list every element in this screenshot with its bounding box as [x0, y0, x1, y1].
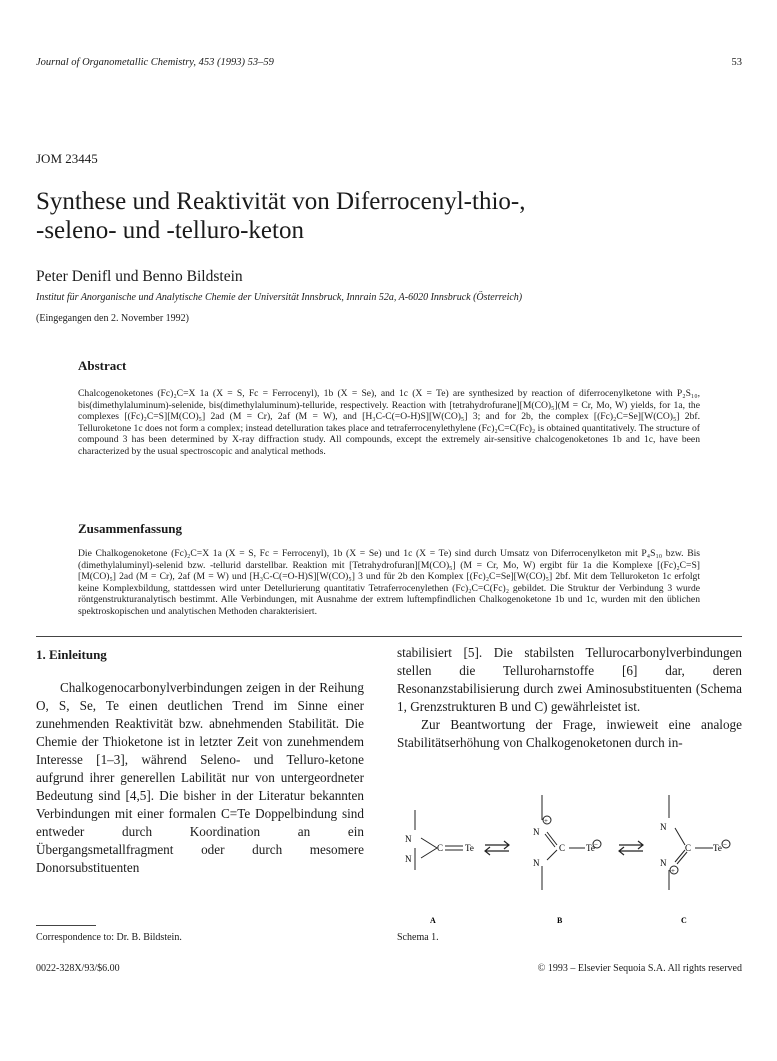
section-divider: [36, 636, 742, 637]
scheme-a-n2: N: [405, 854, 412, 864]
page-number: 53: [731, 57, 742, 68]
scheme-a-te: Te: [465, 843, 474, 853]
intro-paragraph-2: stabilisiert [5]. Die stabilsten Tellurocarbonylverbindungen stellen die Telluroharnstoffe [6] dar, deren Resonanzstabilisierung durch zwei Aminosubstituenten (Schema 1, Grenzstrukturen B und C) gewährleistet ist.: [397, 645, 742, 714]
scheme-label-a: A: [430, 916, 436, 925]
right-column: [397, 644, 742, 752]
minus-charge-c: −: [723, 841, 727, 849]
scheme-b-c: C: [559, 843, 566, 853]
section-heading: 1. Einleitung: [36, 647, 107, 662]
minus-charge-b: −: [594, 841, 598, 849]
copyright-notice: © 1993 – Elsevier Sequoia S.A. All rights reserved: [537, 963, 742, 974]
scheme-c-te: Te: [713, 843, 722, 853]
scheme-b-n2: N: [533, 858, 540, 868]
scheme-c-c: C: [685, 843, 692, 853]
equilibrium-arrow-1: [485, 841, 509, 855]
scheme-a-c: C: [437, 843, 444, 853]
scheme-b-n1: N: [533, 827, 540, 837]
scheme-1-figure: [397, 790, 742, 930]
abstract-heading: Abstract: [78, 358, 127, 373]
affiliation: Institut für Anorganische und Analytische Chemie der Universität Innsbruck, Innrain 52a, A-6020 Innsbruck (Österreich): [36, 292, 523, 303]
correspondence-footnote: Correspondence to: Dr. B. Bildstein.: [36, 932, 182, 943]
scheme-label-c: C: [681, 916, 687, 925]
scheme-c-n1: N: [660, 822, 667, 832]
scheme-a-n1: N: [405, 834, 412, 844]
scheme-b-te: Te: [586, 843, 595, 853]
title-line-1: Synthese und Reaktivität von Diferrocenyl-thio-,: [36, 188, 526, 215]
plus-charge-b: +: [544, 817, 548, 825]
intro-paragraph-3: Zur Beantwortung der Frage, inwieweit eine analoge Stabilitätserhöhung von Chalkogenoketonen durch in-: [397, 717, 742, 750]
article-code: JOM 23445: [36, 151, 98, 166]
zusammenfassung-heading: Zusammenfassung: [78, 521, 183, 536]
equilibrium-arrow-2: [619, 841, 643, 855]
scheme-c-n2: N: [660, 858, 667, 868]
authors: Peter Denifl und Benno Bildstein: [36, 268, 243, 285]
issn-price: 0022-328X/93/$6.00: [36, 963, 120, 974]
structure-a: [415, 810, 463, 870]
received-date: (Eingegangen den 2. November 1992): [36, 313, 190, 324]
article-title: [36, 187, 742, 245]
footnote-rule: [36, 925, 96, 926]
zusammenfassung-text: Die Chalkogenoketone (Fc)₂C=X 1a (X = S, Fc = Ferrocenyl), 1b (X = Se) und 1c (X = Te) sind durch Umsatz von Diferrocenylketon mit P₄S₁₀ bzw. Bis (dimethylaluminyl)-selenid bzw. -tellurid darstellbar. Reaktion mit [Tetrahydrofuran][M(CO)₅] (M = Cr, Mo, W) ergibt für 1a die Komplexe [(Fc)₂C=S][M(CO)₅] 2ad (M = Cr), 2af (M = W) und [H₃C-C(=O-H)S][W(CO)₅] 3 und für 2b den Komplex [(Fc)₂C=Se][W(CO)₅] 2bf. Mit dem Telluroketon 1c erfolgt keine Komplexbildung, stattdessen wird unter Detellurierung quantitativ Tetraferrocenylethen (Fc)₂C=C(Fc)₂ gebildet. Die Struktur der Verbindung 3 wurde röntgenstrukturanalytisch bestimmt. Alle Verbindungen, mit Ausnahme der extrem luftempfindlichen Chalkogenoketone 1b und 1c, wurden mit den üblichen spektroskopischen und analytischen Methoden charakterisiert.: [78, 548, 700, 617]
plus-charge-c: +: [671, 867, 675, 875]
left-column: [36, 644, 364, 877]
scheme-caption: Schema 1.: [397, 932, 439, 943]
scheme-label-b: B: [557, 916, 563, 925]
title-line-2: -seleno- und -telluro-keton: [36, 217, 304, 244]
journal-citation: Journal of Organometallic Chemistry, 453 (1993) 53–59: [36, 57, 274, 68]
intro-paragraph-1: Chalkogenocarbonylverbindungen zeigen in der Reihung O, S, Se, Te einen deutlichen Trend im Sinne einer zunehmenden Reaktivität bzw. abnehmenden Stabilität. Die Chemie der Thioketone ist in letzter Zeit von zunehmendem Interesse [1–3], während Seleno- und Telluro-ketone aufgrund ihrer generellen Labilität nur von untergeordneter Bedeutung sind [4,5]. Die bisher in der Literatur bekannten Verbindungen mit einer formalen C=Te Doppelbindung sind entweder durch Koordination an ein Übergangsmetallfragment oder durch mesomere Donorsubstituenten: [36, 680, 364, 875]
running-head: [36, 57, 742, 68]
abstract-text: Chalcogenoketones (Fc)₂C=X 1a (X = S, Fc = Ferrocenyl), 1b (X = Se), and 1c (X = Te) are synthesized by reaction of diferrocenylketone with P₂S₁₀, bis(dimethylaluminum)-selenide, bis(dimethylaluminum)-telluride, respectively. Reaction with [tetrahydrofurane][M(CO)₅](M = Cr, Mo, W) yields, for 1a, the complexes [(Fc)₂C=S][M(CO)₅] 2ad (M = Cr), 2af (M = W), and [H₃C-C(=O-H)S][W(CO)₅] 3; and for 2b, the complex [(Fc)₂C=Se][W(CO)₅] 2bf. Telluroketone 1c does not form a complex; instead detelluration takes place and tetraferrocenylethylene (Fc)₂C=C(Fc)₂ is obtained quantitatively. The structure of compound 3 has been determined by X-ray diffraction study. All compounds, except the extremely air-sensitive chalcogenoketones 1b and 1c, have been characterized by the usual spectroscopic and analytical methods.: [78, 388, 700, 457]
